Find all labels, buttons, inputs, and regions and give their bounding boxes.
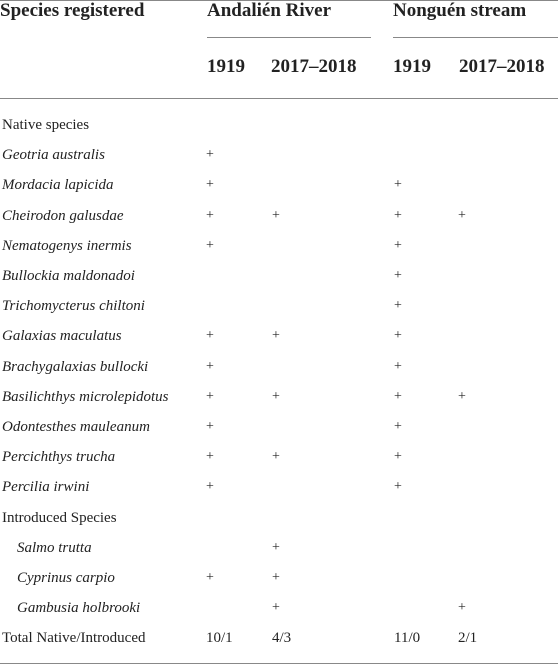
presence-mark: + bbox=[206, 570, 214, 585]
species-name: Brachygalaxias bullocki bbox=[2, 359, 149, 375]
species-name: Cheirodon galusdae bbox=[2, 208, 124, 224]
presence-mark: + bbox=[206, 328, 214, 343]
species-name: Mordacia lapicida bbox=[2, 177, 114, 193]
presence-mark: + bbox=[272, 389, 280, 404]
presence-mark: + bbox=[272, 449, 280, 464]
total-value: 10/1 bbox=[206, 630, 233, 646]
presence-mark: + bbox=[394, 359, 402, 374]
presence-mark: + bbox=[206, 147, 214, 162]
nonguen-stream-header: Nonguén stream bbox=[393, 0, 527, 21]
presence-mark: + bbox=[458, 389, 466, 404]
species-name: Nematogenys inermis bbox=[2, 238, 132, 254]
presence-mark: + bbox=[394, 328, 402, 343]
year-header-andalien-2017-2018: 2017–2018 bbox=[271, 56, 357, 77]
species-name: Gambusia holbrooki bbox=[17, 600, 141, 616]
presence-mark: + bbox=[394, 479, 402, 494]
presence-mark: + bbox=[206, 238, 214, 253]
species-name: Geotria australis bbox=[2, 147, 105, 163]
presence-mark: + bbox=[394, 268, 402, 283]
presence-mark: + bbox=[394, 298, 402, 313]
presence-mark: + bbox=[458, 600, 466, 615]
year-header-nonguen-1919: 1919 bbox=[393, 56, 431, 77]
section-label: Introduced Species bbox=[2, 510, 117, 526]
presence-mark: + bbox=[206, 449, 214, 464]
presence-mark: + bbox=[206, 389, 214, 404]
andalien-group-rule bbox=[207, 37, 371, 38]
total-value: 4/3 bbox=[272, 630, 292, 646]
species-name: Trichomycterus chiltoni bbox=[2, 298, 145, 314]
presence-mark: + bbox=[394, 449, 402, 464]
presence-mark: + bbox=[394, 389, 402, 404]
presence-mark: + bbox=[206, 208, 214, 223]
header-rule bbox=[0, 98, 558, 99]
presence-mark: + bbox=[206, 359, 214, 374]
species-name: Basilichthys microlepidotus bbox=[2, 389, 169, 405]
bottom-rule bbox=[0, 663, 558, 664]
presence-mark: + bbox=[272, 600, 280, 615]
total-value: 2/1 bbox=[458, 630, 478, 646]
presence-mark: + bbox=[394, 419, 402, 434]
total-value: 11/0 bbox=[394, 630, 421, 646]
year-header-nonguen-2017-2018: 2017–2018 bbox=[459, 56, 545, 77]
species-name: Cyprinus carpio bbox=[17, 570, 115, 586]
andalien-river-header: Andalién River bbox=[207, 0, 332, 21]
species-name: Galaxias maculatus bbox=[2, 328, 122, 344]
presence-mark: + bbox=[206, 419, 214, 434]
total-label: Total Native/Introduced bbox=[2, 630, 146, 646]
species-column-header: Species registered bbox=[0, 0, 145, 21]
presence-mark: + bbox=[394, 238, 402, 253]
presence-mark: + bbox=[272, 540, 280, 555]
nonguen-group-rule bbox=[393, 37, 558, 38]
presence-mark: + bbox=[272, 328, 280, 343]
presence-mark: + bbox=[272, 570, 280, 585]
species-name: Odontesthes mauleanum bbox=[2, 419, 150, 435]
presence-mark: + bbox=[394, 208, 402, 223]
species-name: Salmo trutta bbox=[17, 540, 92, 556]
species-name: Bullockia maldonadoi bbox=[2, 268, 135, 284]
presence-mark: + bbox=[458, 208, 466, 223]
species-name: Percilia irwini bbox=[2, 479, 90, 495]
species-name: Percichthys trucha bbox=[2, 449, 116, 465]
year-header-andalien-1919: 1919 bbox=[207, 56, 245, 77]
presence-mark: + bbox=[272, 208, 280, 223]
presence-mark: + bbox=[206, 479, 214, 494]
presence-mark: + bbox=[394, 177, 402, 192]
section-label: Native species bbox=[2, 117, 90, 133]
presence-mark: + bbox=[206, 177, 214, 192]
